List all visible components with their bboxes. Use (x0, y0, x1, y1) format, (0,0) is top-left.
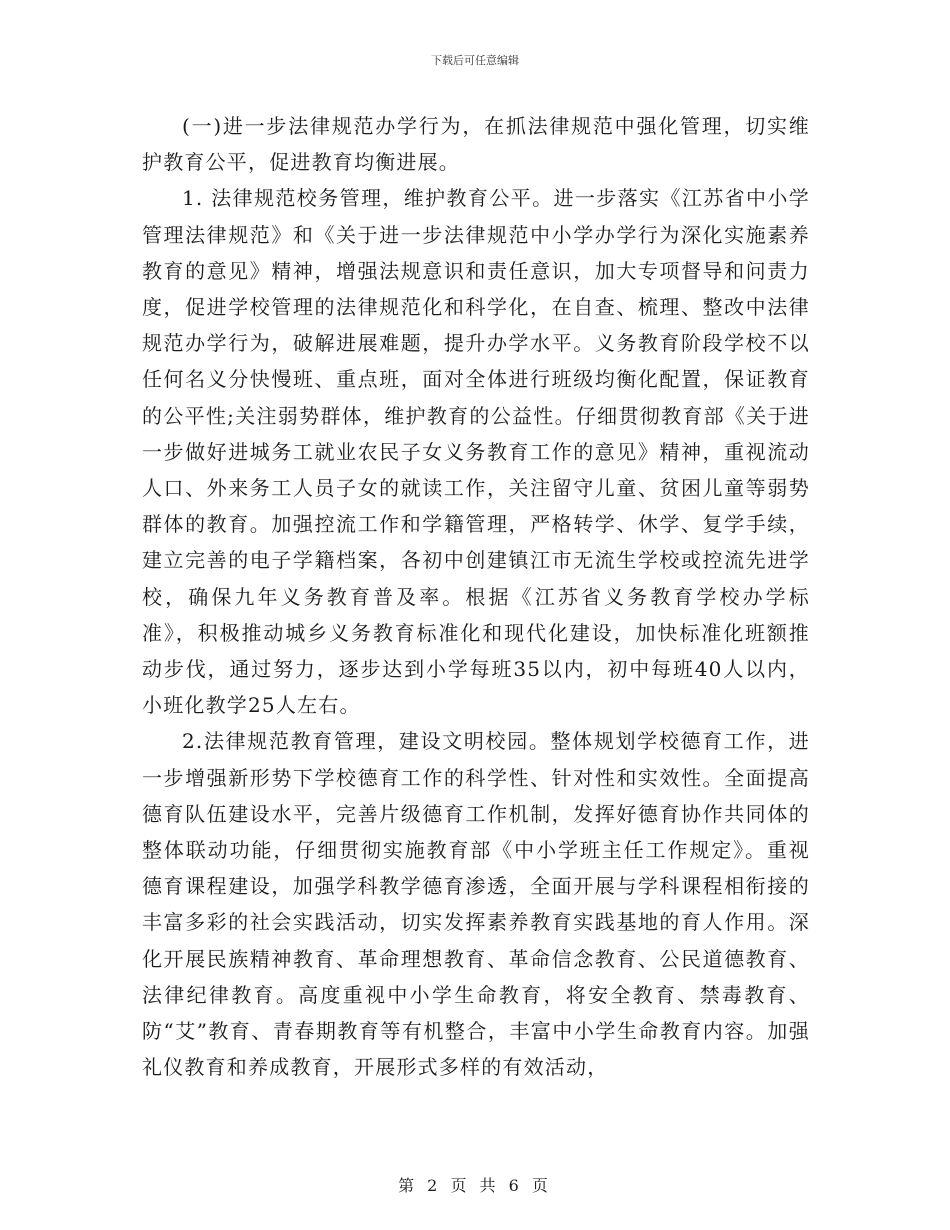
paragraph-section-heading: (一)进一步法律规范办学行为，在抓法律规范中强化管理，切实维护教育公平，促进教育均衡进展。 (142, 114, 810, 175)
document-body (142, 108, 810, 1085)
page-header-note: 下载后可任意编辑 (431, 54, 519, 67)
paragraph-item-2: 2.法律规范教育管理，建设文明校园。整体规划学校德育工作，进一步增强新形势下学校德育工作的科学性、针对性和实效性。全面提高德育队伍建设水平，完善片级德育工作机制，发挥好德育协作共同体的整体联动功能，仔细贯彻实施教育部《中小学班主任工作规定》。重视德育课程建设，加强学科教学德育渗透，全面开展与学科课程相衔接的丰富多彩的社会实践活动，切实发挥素养教育实践基地的育人作用。深化开展民族精神教育、革命理想教育、革命信念教育、公民道德教育、法律纪律教育。高度重视中小学生命教育，将安全教育、禁毒教育、防“艾”教育、青春期教育等有机整合，丰富中小学生命教育内容。加强礼仪教育和养成教育，开展形式多样的有效活动， (142, 729, 810, 1080)
paragraph-item-1: 1. 法律规范校务管理，维护教育公平。进一步落实《江苏省中小学管理法律规范》和《关于进一步法律规范中小学办学行为深化实施素养教育的意见》精神，增强法规意识和责任意识，加大专项督导和问责力度，促进学校管理的法律规范化和科学化，在自查、梳理、整改中法律规范办学行为，破解进展难题，提升办学水平。义务教育阶段学校不以任何名义分快慢班、重点班，面对全体进行班级均衡化配置，保证教育的公平性;关注弱势群体，维护教育的公益性。仔细贯彻教育部《关于进一步做好进城务工就业农民子女义务教育工作的意见》精神，重视流动人口、外来务工人员子女的就读工作，关注留守儿童、贫困儿童等弱势群体的教育。加强控流工作和学籍管理，严格转学、休学、复学手续，建立完善的电子学籍档案，各初中创建镇江市无流生学校或控流先进学校，确保九年义务教育普及率。根据《江苏省义务教育学校办学标准》，积极推动城乡义务教育标准化和现代化建设，加快标准化班额推动步伐，通过努力，逐步达到小学每班35以内，初中每班40人以内，小班化教学25人左右。 (142, 186, 810, 718)
page-number: 第 2 页 共 6 页 (398, 1176, 552, 1195)
